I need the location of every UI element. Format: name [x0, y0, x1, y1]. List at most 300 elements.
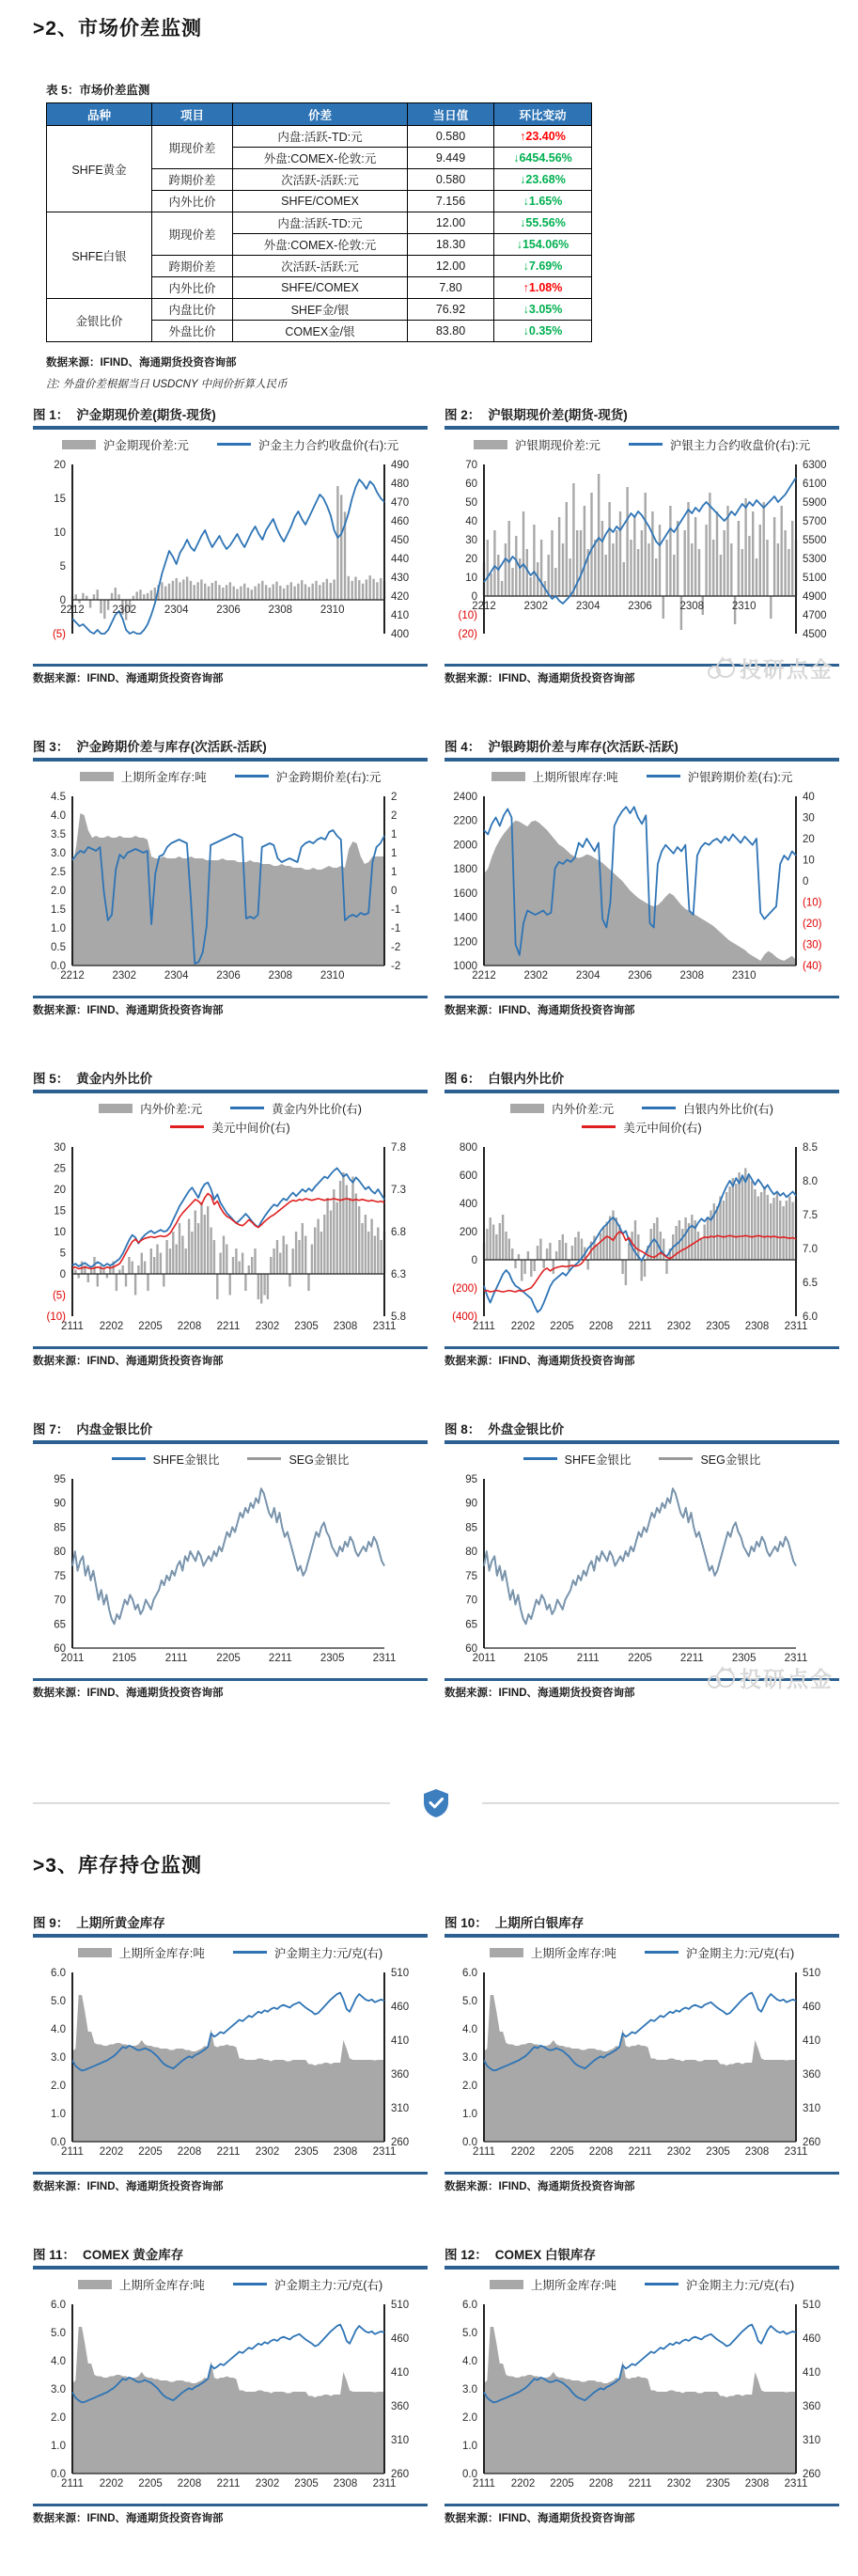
bar	[505, 543, 507, 596]
area-swatch	[491, 772, 525, 781]
change-badge: ↑1.08%	[523, 281, 563, 294]
bar	[565, 1243, 567, 1260]
legend-item	[80, 768, 207, 785]
legend-item	[78, 2276, 205, 2293]
bar	[223, 1235, 225, 1274]
bar	[704, 1224, 706, 1260]
value-cell: 0.580	[408, 169, 494, 191]
left-tick: 60	[465, 1642, 477, 1655]
right-tick: 360	[391, 2400, 410, 2412]
legend-label: 沪金期现价差:元	[102, 438, 189, 452]
left-tick: 70	[465, 1594, 477, 1607]
bar	[273, 584, 274, 600]
brand-cat-icon	[707, 1666, 735, 1690]
bar	[354, 576, 356, 600]
bar	[716, 511, 718, 596]
bar	[763, 1186, 765, 1260]
figure-number: 图 7：	[33, 1422, 70, 1437]
legend-label: 沪银跨期价差(右):元	[687, 770, 793, 784]
x-tick: 2310	[320, 604, 345, 616]
bar	[90, 1269, 92, 1274]
bar	[619, 511, 621, 596]
figure-name: COMEX 黄金库存	[83, 2248, 184, 2262]
left-tick: 60	[54, 1642, 66, 1655]
change-cell	[494, 299, 592, 321]
bar	[548, 555, 550, 596]
bar	[659, 525, 661, 596]
bar	[569, 558, 570, 596]
bar	[566, 502, 568, 596]
change-badge: ↓23.68%	[520, 173, 566, 186]
left-tick: (5)	[52, 628, 66, 640]
right-tick: 480	[391, 478, 410, 490]
bar	[380, 1240, 382, 1274]
table-header-cell: 当日值	[408, 103, 494, 126]
bar	[777, 543, 779, 596]
table-section	[46, 81, 839, 391]
bar	[109, 1265, 111, 1274]
bar	[186, 576, 188, 600]
x-tick: 2305	[706, 2145, 730, 2158]
x-tick: 2302	[255, 2477, 280, 2490]
x-tick: 2302	[523, 600, 549, 612]
right-tick: 20	[803, 833, 815, 845]
legend-item	[490, 1944, 616, 1961]
figure-number: 图 8：	[445, 1422, 481, 1437]
bar	[598, 474, 600, 596]
bar	[139, 589, 141, 600]
bar	[365, 1215, 367, 1274]
x-tick: 2211	[679, 1652, 704, 1664]
line-swatch	[170, 1125, 204, 1128]
figure-title	[445, 1912, 839, 1931]
bar	[219, 1252, 221, 1274]
left-tick: 3.0	[462, 2051, 477, 2064]
legend-label: 沪金期主力:元/克(右)	[273, 2278, 383, 2292]
legend-item	[490, 2276, 616, 2293]
value-cell: 7.80	[408, 277, 494, 299]
bar	[376, 582, 378, 600]
x-tick: 2306	[628, 600, 652, 612]
bar	[712, 540, 714, 596]
bar	[116, 1274, 117, 1291]
legend-item	[645, 2276, 794, 2293]
item-cell: 内外比价	[152, 191, 233, 212]
spread-cell: 内盘:活跃-TD:元	[233, 212, 408, 234]
bar	[107, 600, 109, 610]
item-cell: 跨期价差	[152, 169, 233, 191]
figure-title	[445, 1419, 839, 1437]
figure-bottom-rule	[33, 2172, 428, 2175]
left-tick: 2.5	[51, 866, 66, 878]
bar	[102, 1269, 104, 1274]
left-tick: 2400	[453, 791, 477, 803]
right-tick: 5300	[803, 553, 827, 565]
bar	[213, 1240, 215, 1274]
bar	[248, 1265, 250, 1274]
left-tick: 1400	[453, 912, 477, 924]
bar	[514, 1260, 516, 1268]
bar	[726, 506, 728, 596]
bar	[322, 582, 324, 600]
bar	[590, 493, 592, 596]
legend-item	[78, 1944, 205, 1961]
bar	[273, 1249, 274, 1274]
x-tick: 2205	[138, 2477, 163, 2490]
legend-item	[62, 436, 189, 453]
legend-item	[523, 1451, 632, 1468]
line-swatch	[233, 2283, 267, 2285]
table-row	[47, 126, 592, 148]
bar	[788, 549, 789, 596]
change-cell	[494, 191, 592, 212]
change-badge: ↓3.05%	[523, 303, 563, 316]
bar	[574, 1237, 576, 1260]
legend-label: 美元中间价(右)	[211, 1121, 290, 1135]
left-tick: 75	[465, 1570, 477, 1582]
right-tick: 8.5	[803, 1141, 818, 1154]
bar	[697, 1232, 699, 1260]
left-tick: 4.0	[51, 809, 66, 822]
figure-legend	[33, 1451, 428, 1468]
bar	[74, 1269, 76, 1274]
bar	[625, 1260, 627, 1285]
bar	[669, 506, 671, 596]
legend-item	[510, 1100, 614, 1117]
right-tick: 6.3	[391, 1268, 406, 1280]
legend-item	[582, 1119, 701, 1136]
right-tick: 430	[391, 572, 410, 584]
right-tick: 490	[391, 459, 410, 471]
bar	[340, 495, 342, 600]
left-tick: 80	[54, 1546, 66, 1558]
left-tick: 2.0	[462, 2080, 477, 2092]
bar	[502, 1215, 504, 1260]
chart-canvas	[33, 457, 428, 656]
figure-bottom-rule	[445, 2504, 839, 2507]
bar	[684, 530, 686, 596]
right-tick: 260	[803, 2136, 821, 2148]
bar	[508, 521, 510, 596]
bar	[626, 487, 628, 596]
chart-canvas	[33, 1139, 428, 1339]
bar	[320, 1232, 322, 1274]
left-tick: 25	[54, 1163, 66, 1174]
left-tick: 5	[59, 1248, 66, 1259]
variety-cell: SHFE黄金	[47, 126, 152, 212]
bar	[295, 1232, 297, 1274]
bar	[602, 1227, 604, 1260]
figure-source: 数据来源：IFIND、海通期货投资咨询部	[33, 1356, 224, 1367]
bar	[188, 1218, 190, 1274]
figure-source: 数据来源：IFIND、海通期货投资咨询部	[33, 2513, 224, 2524]
figure-source: 数据来源：IFIND、海通期货投资咨询部	[33, 673, 224, 684]
chart-canvas	[445, 1471, 839, 1671]
bar	[534, 1260, 536, 1271]
brand-cat-icon	[707, 656, 735, 681]
left-tick: 1.0	[462, 2440, 477, 2452]
left-tick: 15	[54, 1205, 66, 1217]
x-tick: 2311	[372, 1320, 397, 1332]
right-tick: 260	[803, 2468, 821, 2480]
area-series	[72, 1995, 384, 2142]
right-tick: 5500	[803, 534, 827, 546]
watermark-text: 投研点金	[740, 657, 834, 682]
right-tick: (20)	[803, 918, 822, 930]
bar	[372, 578, 374, 599]
left-tick: 1.0	[51, 2440, 66, 2452]
bar	[523, 1260, 525, 1274]
left-tick: 95	[54, 1473, 66, 1485]
bar	[200, 579, 202, 600]
left-tick: 1800	[453, 863, 477, 875]
bar	[161, 582, 163, 600]
left-tick: 0	[471, 590, 477, 603]
bar	[577, 1232, 579, 1260]
bar	[691, 543, 693, 596]
line-swatch	[112, 1457, 146, 1460]
legend-row	[33, 1944, 428, 1961]
left-tick: 70	[54, 1594, 66, 1607]
bar	[665, 540, 667, 596]
bar	[204, 1215, 206, 1274]
figure-number: 图 3：	[33, 740, 70, 754]
change-cell	[494, 169, 592, 191]
x-tick: 2111	[61, 1320, 84, 1332]
figure-name: 外盘金银比价	[488, 1422, 565, 1437]
bar	[239, 1261, 241, 1274]
bar	[623, 562, 625, 596]
figure-name: 沪金期现价差(期货-现货)	[76, 408, 216, 422]
left-tick: 20	[54, 459, 66, 471]
figure-top-rule	[33, 1440, 428, 1444]
legend-item	[99, 1100, 202, 1117]
variety-cell: SHFE白银	[47, 212, 152, 299]
legend-item	[659, 1451, 760, 1468]
bar	[185, 1249, 187, 1274]
bar	[571, 1246, 573, 1260]
area-series	[484, 2327, 796, 2474]
x-tick: 2311	[784, 1320, 808, 1332]
right-tick: 6300	[803, 459, 827, 471]
x-tick: 2211	[216, 2477, 241, 2490]
bar	[719, 1196, 721, 1260]
figure-legend	[445, 1100, 839, 1136]
figure-title	[445, 2244, 839, 2263]
left-tick: 70	[465, 459, 477, 471]
section-3-heading: >3、库存持仓监测	[33, 1855, 202, 1877]
right-tick: 7.8	[391, 1141, 406, 1154]
figure-6	[445, 1068, 839, 1368]
bar	[508, 1238, 510, 1260]
x-tick: 2302	[255, 1320, 280, 1332]
bar	[605, 555, 607, 596]
bar	[235, 1249, 237, 1274]
figure-source: 数据来源：IFIND、海通期货投资咨询部	[445, 2181, 635, 2192]
bar	[315, 580, 317, 599]
legend-item	[233, 1944, 382, 1961]
bar	[763, 502, 765, 596]
bar	[236, 589, 238, 600]
bar	[226, 585, 227, 600]
bar	[290, 582, 292, 600]
right-tick: (40)	[803, 960, 822, 972]
right-tick: 460	[803, 2333, 821, 2345]
left-tick: 2.0	[51, 2080, 66, 2092]
figures-grid-b	[33, 1912, 839, 2576]
left-tick: 4.0	[51, 2023, 66, 2035]
bar	[351, 1176, 353, 1274]
left-tick: 4.0	[462, 2023, 477, 2035]
x-tick: 2202	[510, 2145, 536, 2158]
right-tick: 400	[391, 628, 410, 640]
right-tick: 30	[803, 812, 815, 824]
x-tick: 2302	[666, 2477, 692, 2490]
legend-row	[33, 436, 428, 453]
section-2-heading: >2、市场价差监测	[33, 18, 202, 39]
bar	[191, 1232, 193, 1274]
left-tick: 3.5	[51, 828, 66, 840]
legend-row	[33, 1451, 428, 1468]
x-tick: 2308	[333, 1320, 358, 1332]
right-tick: 510	[803, 2299, 821, 2311]
divider-line-right	[482, 1802, 839, 1804]
left-tick: (5)	[52, 1290, 66, 1301]
legend-item	[217, 436, 398, 453]
figure-legend	[33, 1944, 428, 1961]
figure-title	[445, 404, 839, 423]
change-cell	[494, 148, 592, 169]
bar	[776, 1192, 778, 1260]
bar	[257, 1274, 259, 1299]
figure-5	[33, 1068, 428, 1368]
x-tick: 2105	[112, 1652, 137, 1664]
x-tick: 2208	[588, 2145, 614, 2158]
bar	[200, 1202, 202, 1274]
x-tick: 2310	[731, 600, 757, 612]
figure-bottom-rule	[445, 1346, 839, 1350]
spread-cell: 外盘:COMEX-伦敦:元	[233, 234, 408, 256]
left-tick: 6.0	[462, 1967, 477, 1979]
figure-title	[445, 1068, 839, 1087]
right-tick: 460	[391, 2001, 410, 2013]
bar	[691, 1215, 693, 1260]
change-badge: ↓0.35%	[523, 324, 563, 338]
right-tick: 510	[391, 2299, 410, 2311]
bar	[270, 1257, 272, 1274]
right-tick: 6.8	[391, 1226, 406, 1238]
bar	[169, 1249, 171, 1274]
area-swatch	[62, 440, 96, 449]
x-tick: 2202	[99, 1320, 124, 1332]
bar	[267, 1274, 269, 1299]
figure-title	[33, 2244, 428, 2263]
item-cell: 内盘比价	[152, 299, 233, 321]
bar	[257, 583, 259, 599]
bar	[260, 1274, 262, 1304]
x-tick: 2305	[706, 1320, 730, 1332]
chart-canvas	[445, 457, 839, 656]
x-tick: 2308	[744, 2145, 770, 2158]
area-swatch	[78, 2280, 112, 2289]
figure-source: 数据来源：IFIND、海通期货投资咨询部	[445, 2513, 635, 2524]
bar	[210, 1227, 211, 1274]
left-tick: 30	[54, 1141, 66, 1154]
figure-bottom-rule	[33, 996, 428, 999]
legend-item	[474, 436, 601, 453]
legend-item	[247, 1451, 349, 1468]
line-swatch	[647, 775, 680, 778]
bar	[493, 530, 495, 596]
bar	[279, 585, 281, 599]
figure-top-rule	[445, 758, 839, 762]
change-badge: ↓7.69%	[523, 259, 563, 273]
left-tick: 1600	[453, 887, 477, 900]
bar	[336, 486, 338, 600]
line-swatch	[523, 1457, 557, 1460]
watermark-text: 投研点金	[740, 1667, 834, 1691]
right-tick: 5700	[803, 515, 827, 527]
line-swatch	[659, 1457, 693, 1460]
bar	[242, 1252, 243, 1274]
left-tick: 0.0	[462, 2468, 477, 2480]
figure-11	[33, 2244, 428, 2525]
variety-cell: 金银比价	[47, 299, 152, 342]
figure-bottom-rule	[33, 2504, 428, 2507]
left-tick: 1.0	[51, 2108, 66, 2120]
left-tick: 1.0	[462, 2108, 477, 2120]
bar	[724, 530, 725, 596]
bar	[336, 1202, 338, 1274]
bar	[279, 1252, 281, 1274]
bar	[606, 1221, 608, 1260]
left-tick: 3.0	[51, 2383, 66, 2395]
bar	[738, 521, 740, 596]
bar	[587, 1260, 589, 1270]
bar	[529, 577, 531, 596]
table-header-cell: 价差	[233, 103, 408, 126]
x-tick: 2111	[164, 1652, 188, 1664]
market-spread-table	[46, 102, 592, 342]
figure-4	[445, 736, 839, 1017]
bar	[229, 582, 231, 600]
bar	[700, 1238, 702, 1260]
bar	[523, 511, 524, 596]
right-tick: 5100	[803, 572, 827, 584]
bar	[361, 1223, 363, 1274]
bar	[115, 588, 117, 600]
right-tick: (30)	[803, 939, 822, 950]
bar	[319, 585, 320, 600]
x-tick: 2306	[216, 969, 241, 982]
table-source: 数据来源：IFIND、海通期货投资咨询部	[46, 357, 237, 369]
table-note: 注: 外盘价差根据当日 USDCNY 中间价折算人民币	[46, 379, 288, 390]
bar	[147, 592, 148, 599]
bar	[97, 589, 99, 600]
figure-name: 沪金跨期价差与库存(次活跃-活跃)	[76, 740, 267, 754]
left-tick: 30	[465, 534, 477, 546]
x-tick: 2305	[294, 1320, 319, 1332]
bar	[653, 1223, 655, 1260]
right-tick: 1	[391, 866, 398, 878]
right-tick: (10)	[803, 897, 822, 908]
legend-label: 沪金跨期价差(右):元	[275, 770, 382, 784]
x-tick: 2308	[333, 2477, 358, 2490]
x-tick: 2310	[731, 969, 757, 982]
x-tick: 2304	[164, 969, 189, 982]
bar	[141, 1252, 143, 1274]
bar	[681, 1229, 683, 1260]
